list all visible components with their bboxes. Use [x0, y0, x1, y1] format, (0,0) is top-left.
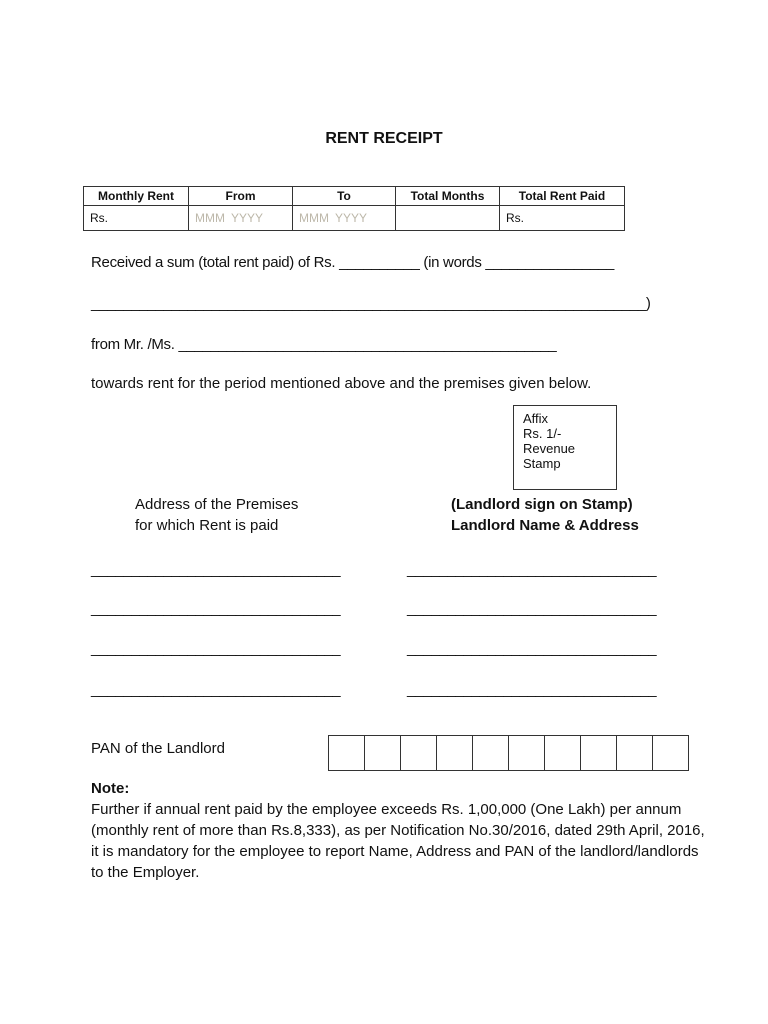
- stamp-text-amount: Rs. 1/-: [523, 426, 562, 441]
- address-blank-line: _______________________________: [91, 600, 341, 617]
- landlord-name-label: Landlord Name & Address: [451, 517, 639, 534]
- received-sum-line: Received a sum (total rent paid) of Rs. __________ (in words ________________: [91, 254, 615, 271]
- pan-char-box[interactable]: [580, 735, 617, 771]
- pan-char-box[interactable]: [400, 735, 437, 771]
- rent-table: [83, 186, 625, 231]
- note-text: Further if annual rent paid by the employee exceeds Rs. 1,00,000 (One Lakh) per annum (monthly rent of more than Rs.8,333), as per Notification No.30/2016, dated 29th April, 2016, it is mandatory for the employee to report Name, Address and PAN of the landlord/landlords to the Employer.: [91, 801, 705, 881]
- monthly-rent-cell[interactable]: Rs.: [84, 206, 189, 231]
- landlord-sign-label: (Landlord sign on Stamp): [451, 496, 633, 513]
- pan-char-box[interactable]: [328, 735, 365, 771]
- from-year-placeholder: YYYY: [231, 211, 264, 225]
- note-heading: Note:: [91, 780, 130, 797]
- pan-label: PAN of the Landlord: [91, 740, 225, 757]
- landlord-blank-line: _______________________________: [407, 640, 657, 657]
- table-row: [84, 206, 625, 231]
- header-total-months: Total Months: [396, 187, 500, 206]
- pan-char-box[interactable]: [364, 735, 401, 771]
- pan-char-box[interactable]: [436, 735, 473, 771]
- landlord-blank-line: _______________________________: [407, 561, 657, 578]
- total-rent-paid-cell[interactable]: Rs.: [500, 206, 625, 231]
- address-label-2: for which Rent is paid: [135, 517, 279, 534]
- amount-in-words-line: _____________________________________________________________________): [91, 295, 651, 312]
- header-monthly-rent: Monthly Rent: [84, 187, 189, 206]
- address-blank-line: _______________________________: [91, 681, 341, 698]
- pan-char-box[interactable]: [508, 735, 545, 771]
- revenue-stamp-box: [513, 405, 617, 490]
- pan-char-box[interactable]: [544, 735, 581, 771]
- tenant-name-line: from Mr. /Ms. _______________________________________________: [91, 336, 557, 353]
- to-cell[interactable]: [293, 206, 396, 231]
- pan-char-box[interactable]: [652, 735, 689, 771]
- page-title: RENT RECEIPT: [325, 130, 443, 147]
- to-year-placeholder: YYYY: [335, 211, 368, 225]
- from-cell[interactable]: [189, 206, 293, 231]
- towards-rent-line: towards rent for the period mentioned above and the premises given below.: [91, 375, 592, 392]
- stamp-text-revenue: Revenue: [523, 441, 576, 456]
- header-to: To: [293, 187, 396, 206]
- address-label-1: Address of the Premises: [135, 496, 299, 513]
- address-blank-line: _______________________________: [91, 561, 341, 578]
- stamp-text-affix: Affix: [523, 411, 549, 426]
- to-month-placeholder: MMM: [299, 211, 329, 225]
- from-month-placeholder: MMM: [195, 211, 225, 225]
- address-blank-line: _______________________________: [91, 640, 341, 657]
- pan-input-boxes: [329, 735, 689, 771]
- landlord-blank-line: _______________________________: [407, 681, 657, 698]
- landlord-blank-line: _______________________________: [407, 600, 657, 617]
- pan-char-box[interactable]: [472, 735, 509, 771]
- pan-char-box[interactable]: [616, 735, 653, 771]
- header-from: From: [189, 187, 293, 206]
- table-header-row: [84, 187, 625, 206]
- total-months-cell[interactable]: [396, 206, 500, 231]
- stamp-text-stamp: Stamp: [523, 456, 561, 471]
- header-total-rent-paid: Total Rent Paid: [500, 187, 625, 206]
